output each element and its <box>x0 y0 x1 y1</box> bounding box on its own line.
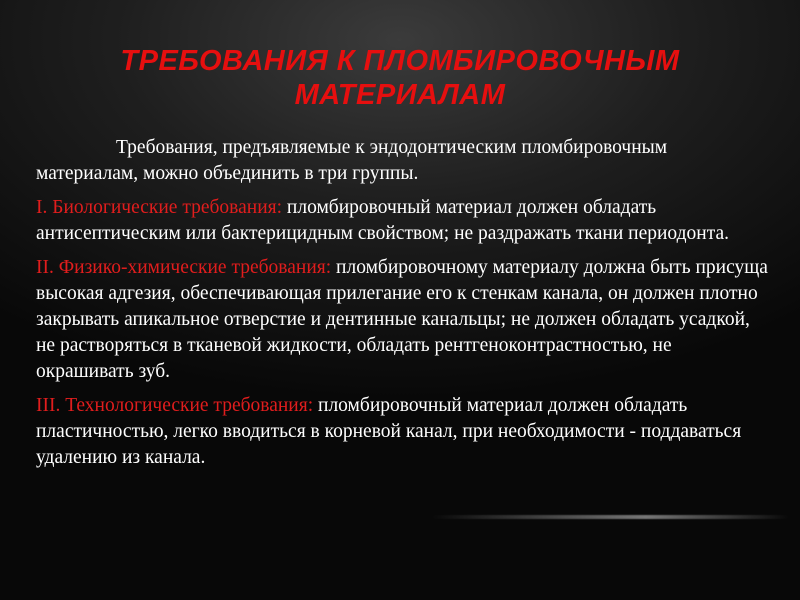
requirement-technological <box>36 393 771 471</box>
slide-body <box>36 135 771 479</box>
intro-paragraph: Требования, предъявляемые к эндодонтическим пломбировочным материалам, можно объединить в три группы. <box>36 137 668 184</box>
requirement-text-physicochemical: пломбировочному материалу должна быть присуща высокая адгезия, обеспечивающая прилегание его к стенкам канала, он должен плотно закрывать апикальное отверстие и дентинные канальцы; не должен обладать усадкой, не растворяться в тканевой жидкости, обладать рентгеноконтрастностью, не окрашивать зуб. <box>36 257 768 382</box>
requirement-text-technological: пломбировочный материал должен обладать пластичностью, легко вводиться в корневой канал, при необходимости - поддаваться удалению из канала. <box>36 395 742 468</box>
requirement-label-physicochemical: II. Физико-химические требования: <box>36 257 332 278</box>
requirement-label-technological: III. Технологические требования: <box>36 395 314 416</box>
requirement-physicochemical <box>36 255 771 385</box>
slide-title: ТРЕБОВАНИЯ К ПЛОМБИРОВОЧНЫМ МАТЕРИАЛАМ <box>120 45 680 111</box>
requirement-biological <box>36 195 771 247</box>
requirement-label-biological: I. Биологические требования: <box>36 197 283 218</box>
requirement-text-biological: пломбировочный материал должен обладать антисептическим или бактерицидным свойством; не раздражать ткани периодонта. <box>36 197 729 244</box>
decorative-glint <box>430 515 790 519</box>
